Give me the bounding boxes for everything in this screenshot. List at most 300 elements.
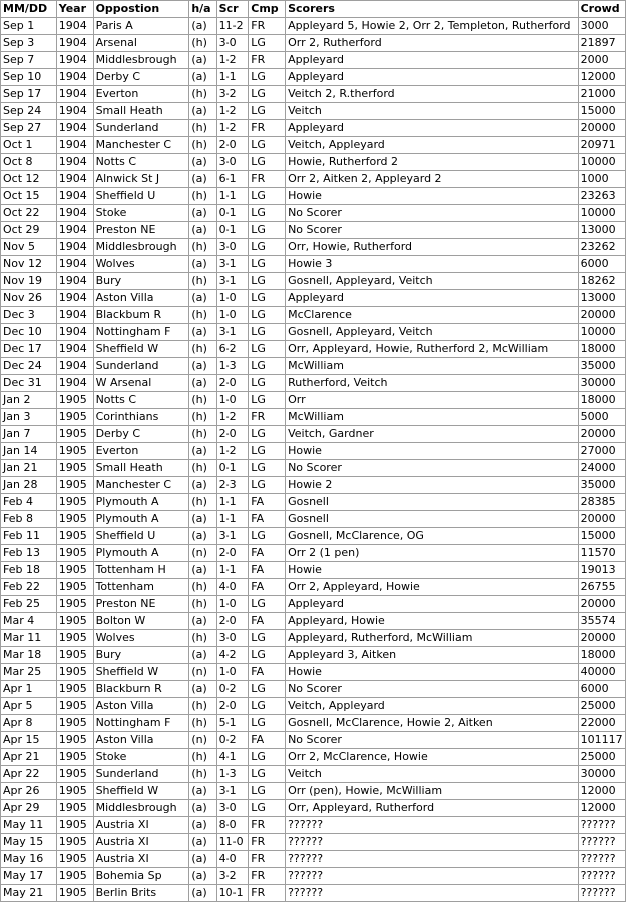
opposition-cell: Stoke	[93, 205, 189, 222]
home-away-cell: (a)	[189, 477, 216, 494]
opposition-cell: Alnwick St J	[93, 171, 189, 188]
opposition-cell: Notts C	[93, 392, 189, 409]
year-cell: 1904	[56, 239, 93, 256]
home-away-cell: (h)	[189, 120, 216, 137]
crowd-cell: 21000	[578, 86, 625, 103]
scorers-cell: Howie, Rutherford 2	[286, 154, 579, 171]
competition-cell: LG	[249, 324, 286, 341]
competition-cell: FA	[249, 545, 286, 562]
competition-cell: LG	[249, 154, 286, 171]
scorers-cell: Orr	[286, 392, 579, 409]
competition-cell: LG	[249, 290, 286, 307]
opposition-cell: Arsenal	[93, 35, 189, 52]
home-away-cell: (h)	[189, 409, 216, 426]
opposition-cell: Nottingham F	[93, 324, 189, 341]
score-cell: 3-0	[216, 154, 249, 171]
score-cell: 1-1	[216, 562, 249, 579]
crowd-cell: 27000	[578, 443, 625, 460]
table-row	[1, 52, 626, 69]
date-cell: Oct 22	[1, 205, 57, 222]
scorers-cell: ??????	[286, 817, 579, 834]
home-away-cell: (h)	[189, 273, 216, 290]
table-row	[1, 681, 626, 698]
score-cell: 0-2	[216, 732, 249, 749]
competition-cell: LG	[249, 103, 286, 120]
competition-cell: LG	[249, 528, 286, 545]
score-cell: 2-0	[216, 545, 249, 562]
scorers-cell: Appleyard 3, Aitken	[286, 647, 579, 664]
opposition-cell: Wolves	[93, 630, 189, 647]
date-cell: Oct 15	[1, 188, 57, 205]
date-cell: Dec 10	[1, 324, 57, 341]
crowd-cell: 12000	[578, 783, 625, 800]
scorers-cell: Howie 3	[286, 256, 579, 273]
year-cell: 1905	[56, 545, 93, 562]
scorers-cell: Appleyard	[286, 52, 579, 69]
crowd-cell: 24000	[578, 460, 625, 477]
header-year: Year	[56, 1, 93, 18]
scorers-cell: Appleyard	[286, 290, 579, 307]
score-cell: 4-2	[216, 647, 249, 664]
table-row	[1, 647, 626, 664]
table-row	[1, 86, 626, 103]
crowd-cell: 2000	[578, 52, 625, 69]
year-cell: 1904	[56, 103, 93, 120]
crowd-cell: 15000	[578, 528, 625, 545]
scorers-cell: Orr 2, McClarence, Howie	[286, 749, 579, 766]
date-cell: Mar 25	[1, 664, 57, 681]
crowd-cell: 20000	[578, 120, 625, 137]
crowd-cell: ??????	[578, 817, 625, 834]
date-cell: May 21	[1, 885, 57, 902]
table-row	[1, 868, 626, 885]
score-cell: 2-0	[216, 698, 249, 715]
score-cell: 3-0	[216, 239, 249, 256]
opposition-cell: Derby C	[93, 69, 189, 86]
home-away-cell: (a)	[189, 154, 216, 171]
year-cell: 1904	[56, 137, 93, 154]
scorers-cell: Appleyard	[286, 120, 579, 137]
date-cell: Mar 18	[1, 647, 57, 664]
score-cell: 2-3	[216, 477, 249, 494]
year-cell: 1904	[56, 205, 93, 222]
table-row	[1, 273, 626, 290]
crowd-cell: 3000	[578, 18, 625, 35]
home-away-cell: (a)	[189, 256, 216, 273]
date-cell: Oct 1	[1, 137, 57, 154]
opposition-cell: Manchester C	[93, 137, 189, 154]
crowd-cell: 13000	[578, 222, 625, 239]
crowd-cell: 1000	[578, 171, 625, 188]
opposition-cell: Tottenham	[93, 579, 189, 596]
scorers-cell: Orr (pen), Howie, McWilliam	[286, 783, 579, 800]
home-away-cell: (h)	[189, 698, 216, 715]
crowd-cell: 6000	[578, 256, 625, 273]
opposition-cell: Blackburn R	[93, 681, 189, 698]
year-cell: 1905	[56, 698, 93, 715]
header-score: Scr	[216, 1, 249, 18]
home-away-cell: (a)	[189, 324, 216, 341]
crowd-cell: 18000	[578, 647, 625, 664]
year-cell: 1905	[56, 783, 93, 800]
home-away-cell: (n)	[189, 732, 216, 749]
competition-cell: FR	[249, 868, 286, 885]
home-away-cell: (a)	[189, 69, 216, 86]
date-cell: Nov 19	[1, 273, 57, 290]
header-date: MM/DD	[1, 1, 57, 18]
scorers-cell: Gosnell, Appleyard, Veitch	[286, 273, 579, 290]
opposition-cell: Preston NE	[93, 222, 189, 239]
header-crowd: Crowd	[578, 1, 625, 18]
scorers-cell: Appleyard	[286, 69, 579, 86]
score-cell: 1-2	[216, 120, 249, 137]
competition-cell: LG	[249, 392, 286, 409]
score-cell: 1-2	[216, 103, 249, 120]
scorers-cell: No Scorer	[286, 732, 579, 749]
competition-cell: FR	[249, 120, 286, 137]
opposition-cell: Middlesbrough	[93, 800, 189, 817]
date-cell: Feb 4	[1, 494, 57, 511]
crowd-cell: 30000	[578, 375, 625, 392]
score-cell: 3-0	[216, 630, 249, 647]
competition-cell: FR	[249, 171, 286, 188]
date-cell: Jan 14	[1, 443, 57, 460]
table-row	[1, 477, 626, 494]
year-cell: 1905	[56, 511, 93, 528]
scorers-cell: Orr 2, Appleyard, Howie	[286, 579, 579, 596]
year-cell: 1905	[56, 766, 93, 783]
score-cell: 3-1	[216, 324, 249, 341]
table-row	[1, 579, 626, 596]
home-away-cell: (h)	[189, 460, 216, 477]
year-cell: 1905	[56, 528, 93, 545]
year-cell: 1905	[56, 477, 93, 494]
score-cell: 1-2	[216, 409, 249, 426]
score-cell: 1-0	[216, 290, 249, 307]
competition-cell: LG	[249, 205, 286, 222]
home-away-cell: (a)	[189, 528, 216, 545]
date-cell: Jan 28	[1, 477, 57, 494]
crowd-cell: 20971	[578, 137, 625, 154]
score-cell: 0-1	[216, 205, 249, 222]
year-cell: 1904	[56, 375, 93, 392]
competition-cell: LG	[249, 681, 286, 698]
competition-cell: FR	[249, 817, 286, 834]
opposition-cell: Bury	[93, 273, 189, 290]
opposition-cell: Sheffield W	[93, 341, 189, 358]
score-cell: 1-2	[216, 52, 249, 69]
competition-cell: LG	[249, 341, 286, 358]
table-row	[1, 103, 626, 120]
table-row	[1, 817, 626, 834]
year-cell: 1904	[56, 341, 93, 358]
competition-cell: FA	[249, 579, 286, 596]
year-cell: 1905	[56, 409, 93, 426]
table-row	[1, 698, 626, 715]
opposition-cell: Middlesbrough	[93, 239, 189, 256]
table-row	[1, 392, 626, 409]
opposition-cell: Sunderland	[93, 766, 189, 783]
home-away-cell: (h)	[189, 392, 216, 409]
competition-cell: LG	[249, 307, 286, 324]
score-cell: 3-2	[216, 86, 249, 103]
score-cell: 4-0	[216, 579, 249, 596]
date-cell: Feb 13	[1, 545, 57, 562]
competition-cell: LG	[249, 188, 286, 205]
crowd-cell: 30000	[578, 766, 625, 783]
home-away-cell: (a)	[189, 681, 216, 698]
date-cell: Apr 8	[1, 715, 57, 732]
crowd-cell: 15000	[578, 103, 625, 120]
competition-cell: LG	[249, 630, 286, 647]
crowd-cell: 5000	[578, 409, 625, 426]
year-cell: 1905	[56, 732, 93, 749]
table-row	[1, 375, 626, 392]
year-cell: 1905	[56, 800, 93, 817]
year-cell: 1904	[56, 358, 93, 375]
home-away-cell: (h)	[189, 579, 216, 596]
home-away-cell: (h)	[189, 749, 216, 766]
competition-cell: LG	[249, 766, 286, 783]
opposition-cell: Austria XI	[93, 817, 189, 834]
home-away-cell: (h)	[189, 239, 216, 256]
year-cell: 1905	[56, 851, 93, 868]
opposition-cell: Sheffield U	[93, 188, 189, 205]
crowd-cell: 21897	[578, 35, 625, 52]
date-cell: Apr 29	[1, 800, 57, 817]
table-row	[1, 239, 626, 256]
crowd-cell: 35000	[578, 477, 625, 494]
scorers-cell: ??????	[286, 851, 579, 868]
table-row	[1, 35, 626, 52]
crowd-cell: 25000	[578, 698, 625, 715]
home-away-cell: (a)	[189, 783, 216, 800]
scorers-cell: Gosnell	[286, 494, 579, 511]
date-cell: May 16	[1, 851, 57, 868]
table-row	[1, 205, 626, 222]
home-away-cell: (h)	[189, 86, 216, 103]
score-cell: 1-1	[216, 69, 249, 86]
crowd-cell: 10000	[578, 154, 625, 171]
scorers-cell: McClarence	[286, 307, 579, 324]
year-cell: 1905	[56, 494, 93, 511]
header-opposition: Oppostion	[93, 1, 189, 18]
table-row	[1, 120, 626, 137]
crowd-cell: 22000	[578, 715, 625, 732]
scorers-cell: Howie 2	[286, 477, 579, 494]
score-cell: 1-0	[216, 664, 249, 681]
opposition-cell: Berlin Brits	[93, 885, 189, 902]
date-cell: Feb 8	[1, 511, 57, 528]
scorers-cell: No Scorer	[286, 681, 579, 698]
crowd-cell: 12000	[578, 69, 625, 86]
date-cell: Dec 3	[1, 307, 57, 324]
competition-cell: LG	[249, 443, 286, 460]
crowd-cell: 20000	[578, 630, 625, 647]
table-row	[1, 885, 626, 902]
year-cell: 1904	[56, 256, 93, 273]
opposition-cell: Middlesbrough	[93, 52, 189, 69]
table-row	[1, 324, 626, 341]
crowd-cell: 23263	[578, 188, 625, 205]
score-cell: 2-0	[216, 375, 249, 392]
competition-cell: LG	[249, 715, 286, 732]
table-row	[1, 494, 626, 511]
competition-cell: LG	[249, 477, 286, 494]
scorers-cell: Orr 2, Aitken 2, Appleyard 2	[286, 171, 579, 188]
year-cell: 1904	[56, 171, 93, 188]
competition-cell: FA	[249, 511, 286, 528]
home-away-cell: (h)	[189, 766, 216, 783]
scorers-cell: Orr, Appleyard, Howie, Rutherford 2, McWilliam	[286, 341, 579, 358]
year-cell: 1904	[56, 188, 93, 205]
year-cell: 1904	[56, 154, 93, 171]
score-cell: 3-1	[216, 783, 249, 800]
scorers-cell: Orr, Appleyard, Rutherford	[286, 800, 579, 817]
score-cell: 6-1	[216, 171, 249, 188]
year-cell: 1905	[56, 443, 93, 460]
crowd-cell: 23262	[578, 239, 625, 256]
scorers-cell: Gosnell, Appleyard, Veitch	[286, 324, 579, 341]
score-cell: 11-2	[216, 18, 249, 35]
scorers-cell: Appleyard 5, Howie 2, Orr 2, Templeton, Rutherford	[286, 18, 579, 35]
competition-cell: FR	[249, 834, 286, 851]
competition-cell: LG	[249, 273, 286, 290]
crowd-cell: 35574	[578, 613, 625, 630]
home-away-cell: (a)	[189, 613, 216, 630]
year-cell: 1905	[56, 562, 93, 579]
header-row	[1, 1, 626, 18]
year-cell: 1905	[56, 834, 93, 851]
table-row	[1, 545, 626, 562]
competition-cell: LG	[249, 69, 286, 86]
header-home-away: h/a	[189, 1, 216, 18]
opposition-cell: Wolves	[93, 256, 189, 273]
opposition-cell: Small Heath	[93, 103, 189, 120]
crowd-cell: 10000	[578, 324, 625, 341]
competition-cell: LG	[249, 647, 286, 664]
opposition-cell: Tottenham H	[93, 562, 189, 579]
scorers-cell: ??????	[286, 885, 579, 902]
home-away-cell: (a)	[189, 375, 216, 392]
table-row	[1, 426, 626, 443]
crowd-cell: 18000	[578, 392, 625, 409]
score-cell: 1-0	[216, 392, 249, 409]
year-cell: 1905	[56, 630, 93, 647]
scorers-cell: Veitch, Gardner	[286, 426, 579, 443]
header-scorers: Scorers	[286, 1, 579, 18]
opposition-cell: Plymouth A	[93, 511, 189, 528]
table-row	[1, 613, 626, 630]
year-cell: 1904	[56, 69, 93, 86]
scorers-cell: Orr 2 (1 pen)	[286, 545, 579, 562]
home-away-cell: (a)	[189, 103, 216, 120]
year-cell: 1904	[56, 18, 93, 35]
table-row	[1, 137, 626, 154]
crowd-cell: 20000	[578, 596, 625, 613]
home-away-cell: (h)	[189, 630, 216, 647]
table-row	[1, 630, 626, 647]
competition-cell: LG	[249, 86, 286, 103]
crowd-cell: 18000	[578, 341, 625, 358]
year-cell: 1905	[56, 613, 93, 630]
date-cell: Apr 15	[1, 732, 57, 749]
score-cell: 6-2	[216, 341, 249, 358]
home-away-cell: (h)	[189, 715, 216, 732]
scorers-cell: Gosnell, McClarence, OG	[286, 528, 579, 545]
competition-cell: LG	[249, 222, 286, 239]
date-cell: May 11	[1, 817, 57, 834]
year-cell: 1904	[56, 52, 93, 69]
year-cell: 1904	[56, 273, 93, 290]
table-row	[1, 749, 626, 766]
home-away-cell: (a)	[189, 834, 216, 851]
scorers-cell: McWilliam	[286, 358, 579, 375]
header-competition: Cmp	[249, 1, 286, 18]
competition-cell: LG	[249, 426, 286, 443]
date-cell: Nov 26	[1, 290, 57, 307]
crowd-cell: 18262	[578, 273, 625, 290]
score-cell: 11-0	[216, 834, 249, 851]
date-cell: Sep 27	[1, 120, 57, 137]
home-away-cell: (a)	[189, 868, 216, 885]
scorers-cell: ??????	[286, 868, 579, 885]
date-cell: May 15	[1, 834, 57, 851]
home-away-cell: (a)	[189, 885, 216, 902]
crowd-cell: 101117	[578, 732, 625, 749]
opposition-cell: Small Heath	[93, 460, 189, 477]
home-away-cell: (n)	[189, 545, 216, 562]
table-row	[1, 596, 626, 613]
scorers-cell: Howie	[286, 562, 579, 579]
table-row	[1, 154, 626, 171]
scorers-cell: No Scorer	[286, 460, 579, 477]
date-cell: Mar 4	[1, 613, 57, 630]
year-cell: 1905	[56, 647, 93, 664]
score-cell: 4-1	[216, 749, 249, 766]
date-cell: Nov 12	[1, 256, 57, 273]
date-cell: Apr 26	[1, 783, 57, 800]
date-cell: Apr 1	[1, 681, 57, 698]
crowd-cell: ??????	[578, 851, 625, 868]
table-row	[1, 851, 626, 868]
home-away-cell: (a)	[189, 222, 216, 239]
date-cell: Apr 21	[1, 749, 57, 766]
scorers-cell: Veitch, Appleyard	[286, 698, 579, 715]
score-cell: 3-1	[216, 273, 249, 290]
competition-cell: LG	[249, 358, 286, 375]
date-cell: Sep 7	[1, 52, 57, 69]
table-row	[1, 188, 626, 205]
opposition-cell: Everton	[93, 443, 189, 460]
table-row	[1, 528, 626, 545]
year-cell: 1905	[56, 817, 93, 834]
home-away-cell: (a)	[189, 358, 216, 375]
scorers-cell: Howie	[286, 664, 579, 681]
crowd-cell: 11570	[578, 545, 625, 562]
table-row	[1, 783, 626, 800]
score-cell: 3-1	[216, 528, 249, 545]
date-cell: Feb 18	[1, 562, 57, 579]
home-away-cell: (n)	[189, 664, 216, 681]
year-cell: 1904	[56, 35, 93, 52]
opposition-cell: Paris A	[93, 18, 189, 35]
table-row	[1, 732, 626, 749]
scorers-cell: Veitch	[286, 766, 579, 783]
opposition-cell: Everton	[93, 86, 189, 103]
score-cell: 2-0	[216, 426, 249, 443]
opposition-cell: Corinthians	[93, 409, 189, 426]
